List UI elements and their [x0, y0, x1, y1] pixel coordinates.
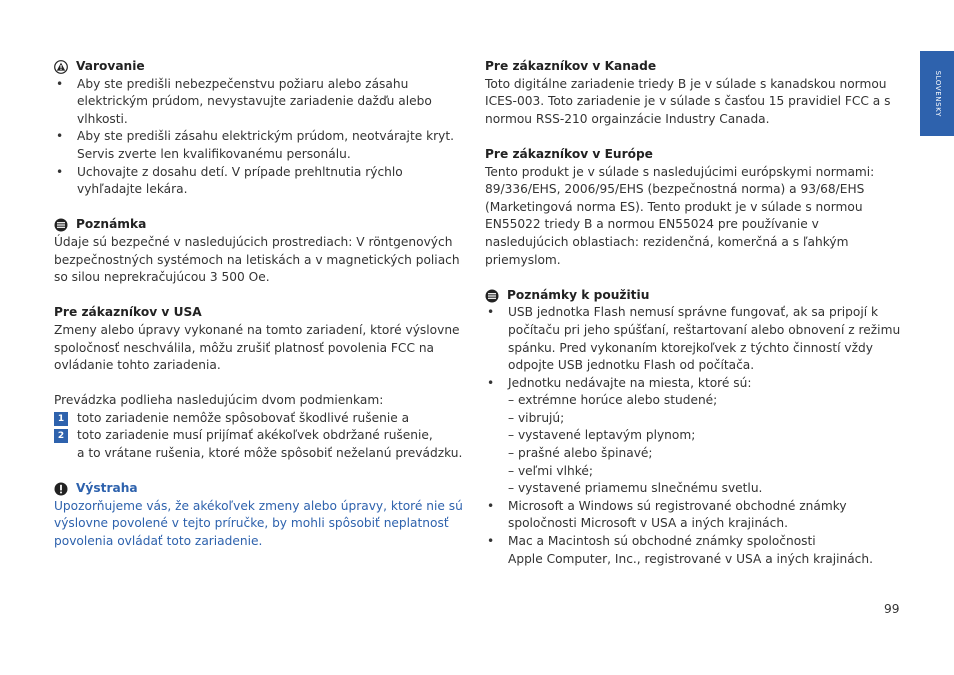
conditions-continuation: a to vrátane rušenia, ktoré môže spôsobiť neželanú prevádzku. — [77, 446, 463, 461]
list-item-line: Apple Computer, Inc., registrované v USA a iných krajinách. — [508, 551, 873, 566]
condition-text: toto zariadenie musí prijímať akékoľvek obdržané rušenie, — [77, 428, 433, 443]
note-text: Údaje sú bezpečné v nasledujúcich prostrediach: V röntgenových bezpečnostných systémoch na letiskách a v magnetických poliach so silou neprekračujúcou 3 500 Oe. — [54, 234, 460, 285]
place-item: – vibrujú; — [508, 410, 565, 425]
warning-heading — [54, 58, 470, 76]
caution-title: Výstraha — [76, 481, 138, 496]
language-side-tab — [920, 51, 954, 136]
note-icon — [485, 289, 499, 303]
list-item-text: Jednotku nedávajte na miesta, ktoré sú: — [508, 375, 752, 390]
place-item: – prašné alebo špinavé; — [508, 446, 653, 461]
europe-text: Tento produkt je v súlade s nasledujúcimi európskymi normami: 89/336/EHS, 2006/95/EHS (bezpečnostná norma) a 93/68/EHS (Marketingová norma ES). Tento produkt je v súlade s normou EN55022 triedy B a normou EN55024 pre používanie v nasledujúcich oblastiach: rezidenčná, komerčná a s ľahkým priemyslom. — [485, 164, 875, 267]
right-column — [485, 58, 903, 568]
canada-heading — [485, 58, 903, 76]
list-item — [485, 375, 903, 498]
caution-heading — [54, 480, 470, 498]
place-item: – vystavené priamemu slnečnému svetlu. — [508, 481, 763, 496]
warning-list — [54, 76, 470, 199]
list-item — [485, 533, 903, 568]
language-tab-label: SLOVENSKY — [933, 70, 942, 117]
canada-text: Toto digitálne zariadenie triedy B je v súlade s kanadskou normou ICES-003. Toto zariadenie je v súlade s časťou 15 pravidiel FCC a s normou RSS-210 orgainzácie Industry Canada. — [485, 76, 891, 126]
europe-heading — [485, 146, 903, 164]
note-heading — [54, 216, 470, 234]
usa-text: Zmeny alebo úpravy vykonané na tomto zariadení, ktoré výslovne spoločnosť neschválila, môžu zrušiť platnosť povolenia FCC na ovládanie tohto zariadenia. — [54, 322, 460, 373]
note-title: Poznámka — [76, 217, 147, 232]
list-item: • Aby ste predišli nebezpečenstvu požiaru alebo zásahu elektrickým prúdom, nevystavujte zariadenie dažďu alebo vlhkosti. — [54, 76, 470, 129]
usage-list — [485, 304, 903, 568]
list-item: • USB jednotka Flash nemusí správne fungovať, ak sa pripojí k počítaču pri jeho spúšťaní, reštartovaní alebo obnovení z režimu spánku. Pred vykonaním ktorejkoľvek z týchto činností vždy odpojte USB jednotku Flash od počítača. — [485, 304, 903, 374]
warning-triangle-icon — [54, 60, 68, 74]
warning-title: Varovanie — [76, 59, 145, 73]
condition-number: 1 — [54, 412, 68, 426]
usage-title: Poznámky k použitiu — [507, 287, 650, 302]
exclamation-icon — [54, 482, 68, 496]
page-number: 99 — [884, 602, 900, 616]
list-item: • Aby ste predišli zásahu elektrickým prúdom, neotvárajte kryt. Servis zverte len kvalifikovanému personálu. — [54, 128, 470, 163]
list-item: • Microsoft a Windows sú registrované obchodné známky spoločnosti Microsoft v USA a iných krajinách. — [485, 498, 903, 533]
note-icon — [54, 218, 68, 232]
condition-text: toto zariadenie nemôže spôsobovať škodlivé rušenie a — [77, 410, 410, 425]
europe-title: Pre zákazníkov v Európe — [485, 146, 653, 161]
conditions-intro: Prevádzka podlieha nasledujúcim dvom podmienkam: — [54, 393, 384, 408]
list-item: • Uchovajte z dosahu detí. V prípade prehltnutia rýchlo vyhľadajte lekára. — [54, 164, 470, 199]
usage-heading — [485, 287, 903, 305]
left-column — [54, 58, 470, 551]
list-item-line: • Mac a Macintosh sú obchodné známky spoločnosti — [508, 534, 816, 549]
place-item: – vystavené leptavým plynom; — [508, 428, 696, 443]
place-item: – extrémne horúce alebo studené; — [508, 393, 718, 408]
condition-row — [54, 427, 470, 445]
condition-number: 2 — [54, 429, 68, 443]
place-item: – veľmi vlhké; — [508, 463, 593, 478]
caution-text: Upozorňujeme vás, že akékoľvek zmeny alebo úpravy, ktoré nie sú výslovne povolené v tejto príručke, by mohli spôsobiť neplatnosť povolenia ovládať toto zariadenie. — [54, 498, 463, 549]
condition-row — [54, 410, 470, 428]
usa-heading — [54, 304, 470, 322]
usa-title: Pre zákazníkov v USA — [54, 305, 202, 320]
canada-title: Pre zákazníkov v Kanade — [485, 59, 657, 73]
